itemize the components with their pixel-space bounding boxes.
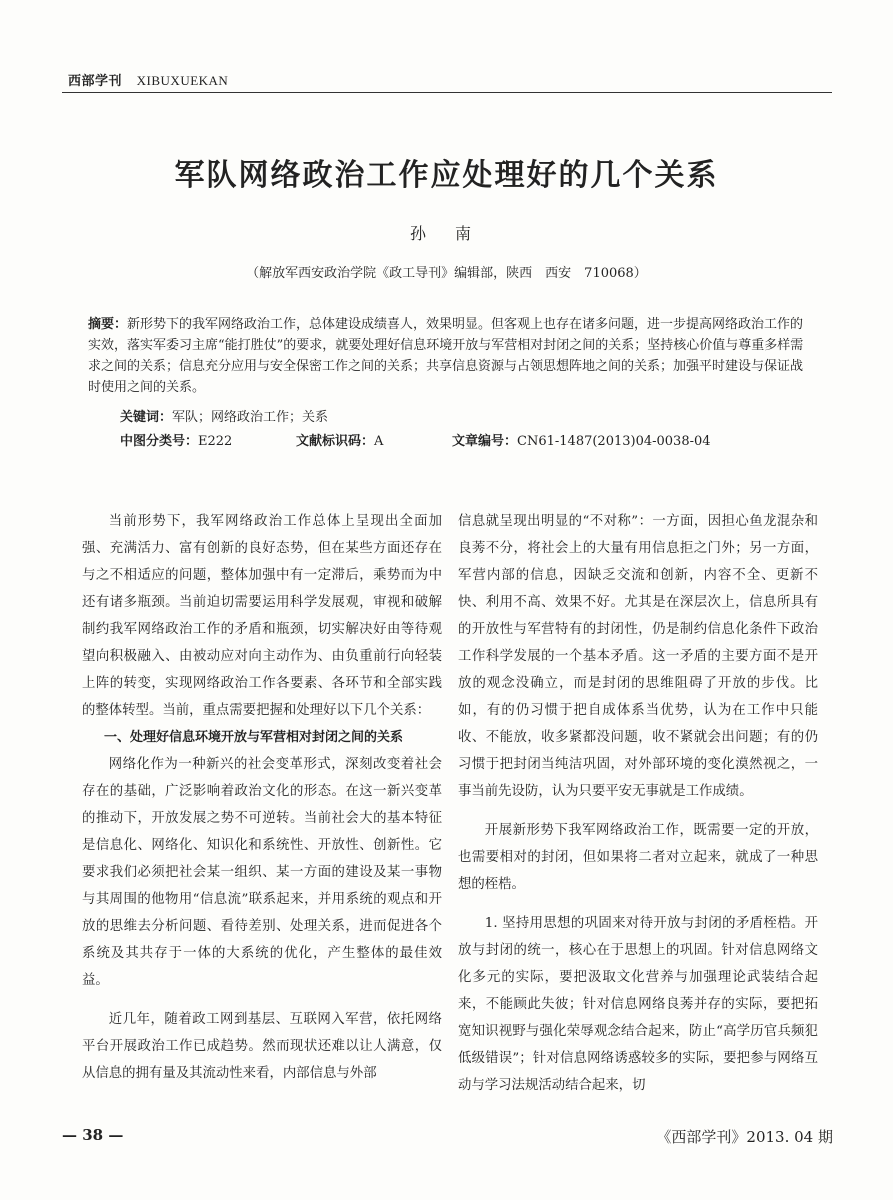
- section-heading: 一、处理好信息环境开放与军营相对封闭之间的关系: [104, 730, 404, 745]
- body-paragraph: 当前形势下，我军网络政治工作总体上呈现出全面加强、充满活力、富有创新的良好态势，但在某些方面还存在与之不相适应的问题，整体加强中有一定滞后，乘势而为中还有诸多瓶颈。当前迫切需要运用科学发展观，审视和破解制约我军网络政治工作的矛盾和瓶颈，切实解决好由等待观望向积极融入、由被动应对向主动作为、由负重前行向轻装上阵的转变，实现网络政治工作各要素、各环节和全部实践的整体转型。当前，重点需要把握和处理好以下几个关系：: [82, 514, 442, 718]
- issue-info: 《西部学刊》2013. 04 期: [656, 1128, 833, 1146]
- journal-pinyin: XIBUXUEKAN: [136, 73, 229, 88]
- author-affiliation: （解放军西安政治学院《政工导刊》编辑部，陕西 西安 710068）: [246, 266, 647, 281]
- doc-code-value: A: [374, 434, 384, 449]
- abstract: [88, 314, 810, 398]
- body-paragraph: 开展新形势下我军网络政治工作，既需要一定的开放，也需要相对的封闭，但如果将二者对立起来，就成了一种思想的桎梏。: [458, 823, 818, 892]
- body-paragraph: 网络化作为一种新兴的社会变革形式，深刻改变着社会存在的基础，广泛影响着政治文化的形态。在这一新兴变革的推动下，开放发展之势不可逆转。当前社会大的基本特征是信息化、网络化、知识化和系统性、开放性、创新性。它要求我们必须把社会某一组织、某一方面的建设及某一事物与其周围的他物用“信息流”联系起来，并用系统的观点和开放的思维去分析问题、看待差别、处理关系，进而促进各个系统及其共存于一体的大系统的优化，产生整体的最佳效益。: [82, 757, 442, 988]
- article-no-value: CN61-1487(2013)04-0038-04: [517, 434, 711, 449]
- abstract-label: 摘要：: [88, 317, 128, 332]
- body-paragraph: 信息就呈现出明显的“不对称”：一方面，因担心鱼龙混杂和良莠不分，将社会上的大量有用信息拒之门外；另一方面，军营内部的信息，因缺乏交流和创新，内容不全、更新不快、利用不高、效果不好。尤其是在深层次上，信息所具有的开放性与军营特有的封闭性，仍是制约信息化条件下政治工作科学发展的一个基本矛盾。这一矛盾的主要方面不是开放的观念没确立，而是封闭的思维阻碍了开放的步伐。比如，有的仍习惯于把自成体系当优势，认为在工作中只能收、不能放，收多紧都没问题，收不紧就会出问题；有的仍习惯于把封闭当纯洁巩固，对外部环境的变化漠然视之，一事当前先设防，认为只要平安无事就是工作成绩。: [458, 514, 818, 799]
- article-author: 孙 南: [409, 224, 484, 243]
- journal-name: 西部学刊: [68, 74, 123, 89]
- article-title: 军队网络政治工作应处理好的几个关系: [174, 158, 719, 193]
- article-no-label: 文章编号：: [452, 434, 518, 449]
- doc-code-group: [296, 430, 452, 449]
- clc-label: 中图分类号：: [120, 434, 199, 449]
- page-number: — 38 —: [62, 1126, 124, 1144]
- body-column-left: [82, 508, 442, 1087]
- keywords-text: 军队；网络政治工作；关系: [172, 410, 329, 425]
- keywords-label: 关键词：: [120, 410, 173, 425]
- doc-code-label: 文献标识码：: [296, 434, 375, 449]
- classification-line: [120, 430, 800, 449]
- clc-group: [120, 430, 296, 449]
- body-column-right: [458, 508, 818, 1099]
- keywords: [120, 406, 328, 425]
- header-rule: [62, 92, 832, 93]
- running-header: [68, 70, 228, 89]
- body-paragraph: 1. 坚持用思想的巩固来对待开放与封闭的矛盾桎梏。开放与封闭的统一，核心在于思想上的巩固。针对信息网络文化多元的实际，要把汲取文化营养与加强理论武装结合起来，不能顾此失彼；针对信息网络良莠并存的实际，要把拓宽知识视野与强化荣辱观念结合起来，防止“高学历官兵频犯低级错误”；针对信息网络诱惑较多的实际，要把参与网络互动与学习法规活动结合起来，切: [458, 916, 818, 1093]
- body-paragraph: 近几年，随着政工网到基层、互联网入军营，依托网络平台开展政治工作已成趋势。然而现状还难以让人满意，仅从信息的拥有量及其流动性来看，内部信息与外部: [82, 1012, 442, 1081]
- abstract-text: 新形势下的我军网络政治工作，总体建设成绩喜人，效果明显。但客观上也存在诸多问题，进一步提高网络政治工作的实效，落实军委习主席“能打胜仗”的要求，就要处理好信息环境开放与军营相对封闭之间的关系；坚持核心价值与尊重多样需求之间的关系；信息充分应用与安全保密工作之间的关系；共享信息资源与占领思想阵地之间的关系；加强平时建设与保证战时使用之间的关系。: [88, 317, 804, 395]
- clc-value: E222: [198, 434, 233, 449]
- article-no-group: [452, 430, 711, 449]
